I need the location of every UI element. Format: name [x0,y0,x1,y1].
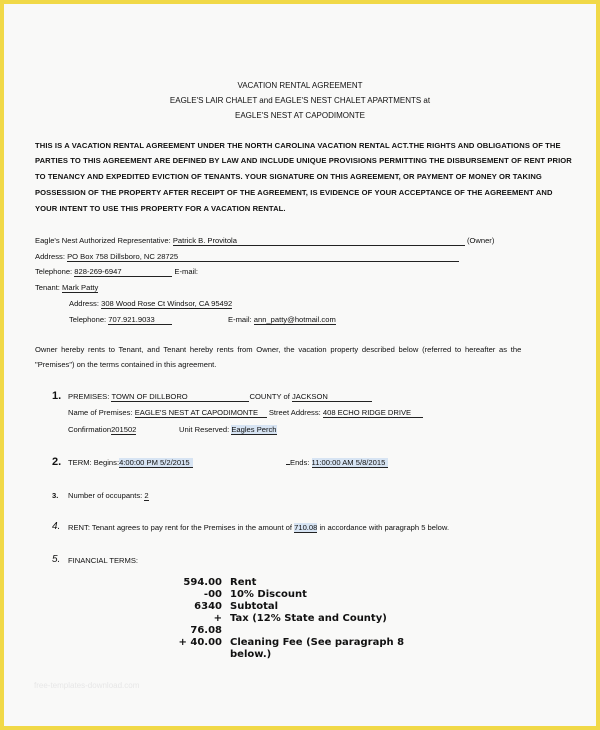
intro-line-3: TO TENANCY AND EXPEDITED EVICTION OF TENANTS. YOUR SIGNATURE ON THIS AGREEMENT, OR PAYMENT OF MONEY OR TAKING [35,172,542,181]
unit-row: Unit Reserved: Eagles Perch [179,425,277,434]
rep-address-row: Address: PO Box 758 Dillsboro, NC 28725 [35,252,459,262]
premises-row: PREMISES: TOWN OF DILLBORO COUNTY of JACKSON [68,392,372,402]
item-1-number: 1. [52,390,62,402]
financial-desc: Rent [230,577,257,588]
header-line-3: EAGLE'S NEST AT CAPODIMONTE [234,111,365,120]
item-3-number: 3. [52,491,59,500]
financial-amount: + [213,613,222,624]
intro-line-5: YOUR INTENT TO USE THIS PROPERTY FOR A VACATION RENTAL. [35,204,286,213]
tenant-name: Mark Patty [62,283,99,292]
confirmation-row: Confirmation201502 [68,425,137,434]
financial-desc: below.) [230,649,272,660]
tenant-phone: 707.921.9033 [108,315,172,325]
term-begins: 4:00:00 PM 5/2/2015 [119,458,193,468]
rent-row: RENT: Tenant agrees to pay rent for the Premises in the amount of 710.08 in accordance with paragraph 5 below. [68,523,450,532]
occupants-value: 2 [144,491,149,500]
street-address: 408 ECHO RIDGE DRIVE [323,408,423,418]
premises-name-row: Name of Premises: EAGLE'S NEST AT CAPODIMONTE Street Address: 408 ECHO RIDGE DRIVE [68,408,423,418]
intro-line-1: THIS IS A VACATION RENTAL AGREEMENT UNDER THE NORTH CAROLINA VACATION RENTAL ACT.THE RIGHTS AND OBLIGATIONS OF THE [35,141,561,150]
financial-amount: 76.08 [190,625,222,636]
rent-amount: 710.08 [294,523,318,532]
street-label: Street Address: [268,408,321,417]
watermark: free-templates-download.com [34,681,140,690]
financial-desc: Subtotal [230,601,279,612]
tenant-email: ann_patty@hotmail.com [253,315,336,324]
tenant-address: 308 Wood Rose Ct Windsor, CA 95492 [101,299,233,308]
rep-row [35,236,494,246]
unit-reserved: Eagles Perch [231,425,277,434]
occupants-row: Number of occupants: 2 [68,491,149,500]
tenant-address-row: Address: 308 Wood Rose Ct Windsor, CA 95492 [69,299,233,308]
financial-desc: Cleaning Fee (See paragraph 8 [230,637,405,648]
financial-amount: -00 [203,589,222,600]
intro-line-4: POSSESSION OF THE PROPERTY AFTER RECEIPT OF THE AGREEMENT, IS EVIDENCE OF YOUR ACCEPTANCE OF THE AGREEMENT AND [35,188,553,197]
document-title: VACATION RENTAL AGREEMENT [237,81,363,90]
financial-desc: Tax (12% State and County) [230,613,387,624]
tenant-email-row: E-mail: ann_patty@hotmail.com [228,315,336,324]
intro-line-2: PARTIES TO THIS AGREEMENT ARE DEFINED BY LAW AND INCLUDE UNIQUE PROVISIONS PERMITTING THE DISBURSEMENT OF RENT PRIOR [35,156,572,165]
premises-name: EAGLE'S NEST AT CAPODIMONTE [135,408,267,418]
financial-amount: 594.00 [183,577,222,588]
premises-town: TOWN OF DILLBORO [111,392,249,402]
term-ends-row: Ends: 11:00:00 AM 5/8/2015 [286,458,388,468]
item-5-number: 5. [52,554,61,565]
document-page [4,4,596,726]
tenant-phone-row: Telephone: 707.921.9033 [69,315,172,325]
rep-owner-suffix: (Owner) [466,236,495,245]
item-2-number: 2. [52,456,62,468]
confirmation-number: 201502 [111,425,137,434]
financial-amount: + 40.00 [178,637,222,648]
financial-label: FINANCIAL TERMS: [68,556,139,565]
financial-desc: 10% Discount [230,589,307,600]
item-4-number: 4. [52,521,61,532]
rep-phone: 828-269-6947 [74,267,172,277]
rep-name: Patrick B. Provitola [173,236,465,246]
county-label: COUNTY of [249,392,290,401]
tenant-row: Tenant: Mark Patty [35,283,99,292]
rep-phone-row: Telephone: 828-269-6947 E-mail: [35,267,199,276]
rep-email-label: E-mail: [174,267,199,276]
term-row: TERM: Begins:4:00:00 PM 5/2/2015 [68,458,193,468]
rep-address: PO Box 758 Dillsboro, NC 28725 [67,252,459,262]
county-value: JACKSON [292,392,372,402]
owner-rents-line-1: Owner hereby rents to Tenant, and Tenant hereby rents from Owner, the vacation property described below (referred to hereafter as the [35,345,522,354]
header-line-2: EAGLE'S LAIR CHALET and EAGLE'S NEST CHALET APARTMENTS at [169,96,431,105]
rep-label: Eagle's Nest Authorized Representative: [35,236,171,245]
financial-amount: 6340 [194,601,222,612]
owner-rents-line-2: "Premises") on the terms contained in this agreement. [35,360,217,369]
term-ends: 11:00:00 AM 5/8/2015 [312,458,388,468]
